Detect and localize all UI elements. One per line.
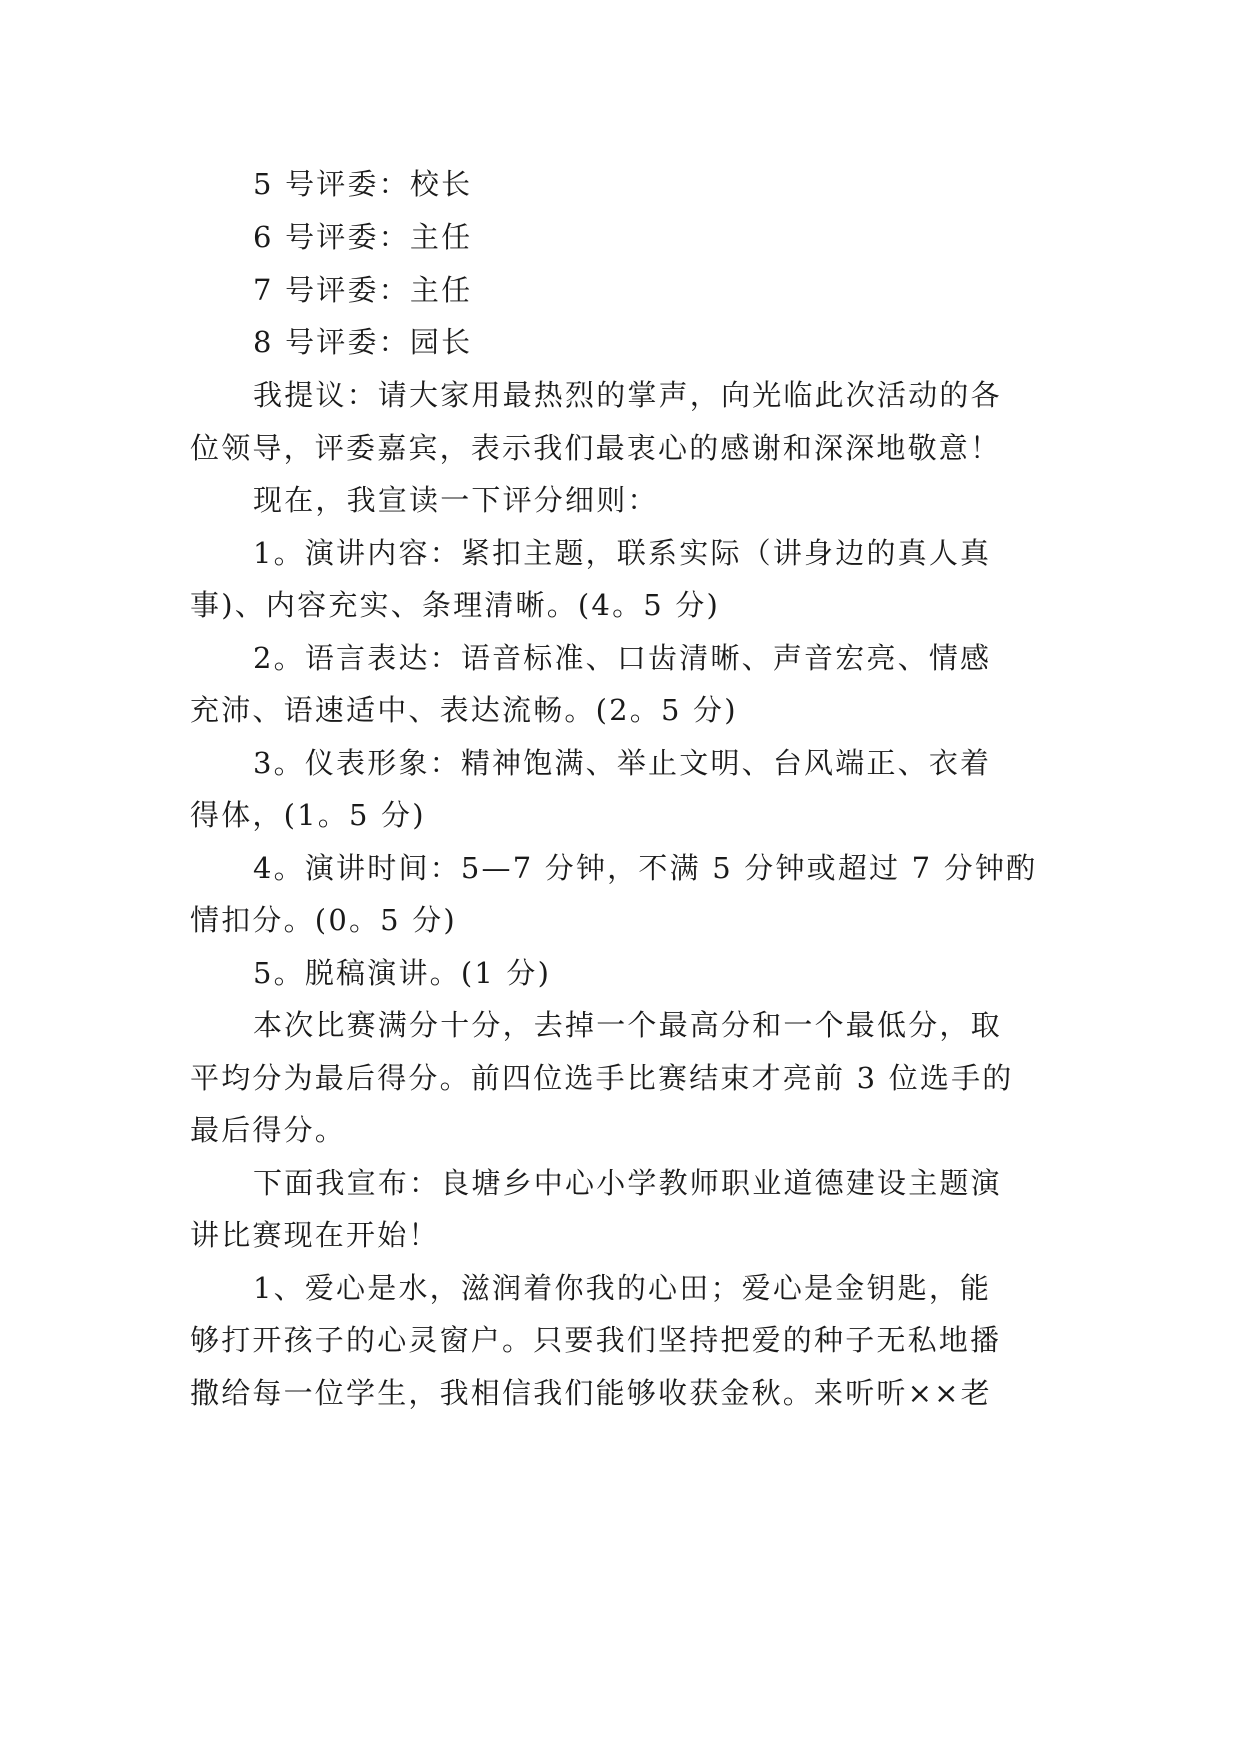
rule-1-line-1: 1。演讲内容：紧扣主题，联系实际（讲身边的真人真 xyxy=(253,536,992,570)
speech-intro-line-2: 够打开孩子的心灵窗户。只要我们坚持把爱的种子无私地播 xyxy=(190,1323,1002,1357)
rule-4-line-2: 情扣分。(0。5 分) xyxy=(190,903,457,937)
judge-5-line: 5 号评委：校长 xyxy=(253,167,473,201)
rule-1-line-2: 事)、内容充实、条理清晰。(4。5 分) xyxy=(190,588,721,622)
speech-intro-line-1: 1、爱心是水，滋润着你我的心田；爱心是金钥匙，能 xyxy=(253,1271,992,1305)
scoring-line-1: 本次比赛满分十分，去掉一个最高分和一个最低分，取 xyxy=(253,1008,1002,1042)
rule-2-line-1: 2。语言表达：语音标准、口齿清晰、声音宏亮、情感 xyxy=(253,641,992,675)
announcement-line-2: 讲比赛现在开始！ xyxy=(190,1218,440,1252)
rules-intro-line: 现在，我宣读一下评分细则： xyxy=(253,483,659,517)
rule-3-line-1: 3。仪表形象：精神饱满、举止文明、台风端正、衣着 xyxy=(253,746,992,780)
announcement-line-1: 下面我宣布：良塘乡中心小学教师职业道德建设主题演 xyxy=(253,1166,1002,1200)
rule-3-line-2: 得体，(1。5 分) xyxy=(190,798,426,832)
speech-intro-line-3: 撒给每一位学生，我相信我们能够收获金秋。来听听××老 xyxy=(190,1376,992,1410)
proposal-line-1: 我提议：请大家用最热烈的掌声，向光临此次活动的各 xyxy=(253,378,1002,412)
rule-4-line-1: 4。演讲时间：5—7 分钟，不满 5 分钟或超过 7 分钟酌 xyxy=(253,851,1038,885)
proposal-line-2: 位领导，评委嘉宾，表示我们最衷心的感谢和深深地敬意！ xyxy=(190,431,1002,465)
judge-6-line: 6 号评委：主任 xyxy=(253,220,473,254)
judge-8-line: 8 号评委：园长 xyxy=(253,325,473,359)
scoring-line-3: 最后得分。 xyxy=(190,1113,347,1147)
judge-7-line: 7 号评委：主任 xyxy=(253,273,473,307)
rule-5-line: 5。脱稿演讲。(1 分) xyxy=(253,956,552,990)
rule-2-line-2: 充沛、语速适中、表达流畅。(2。5 分) xyxy=(190,693,738,727)
scoring-line-2: 平均分为最后得分。前四位选手比赛结束才亮前 3 位选手的 xyxy=(190,1061,1014,1095)
